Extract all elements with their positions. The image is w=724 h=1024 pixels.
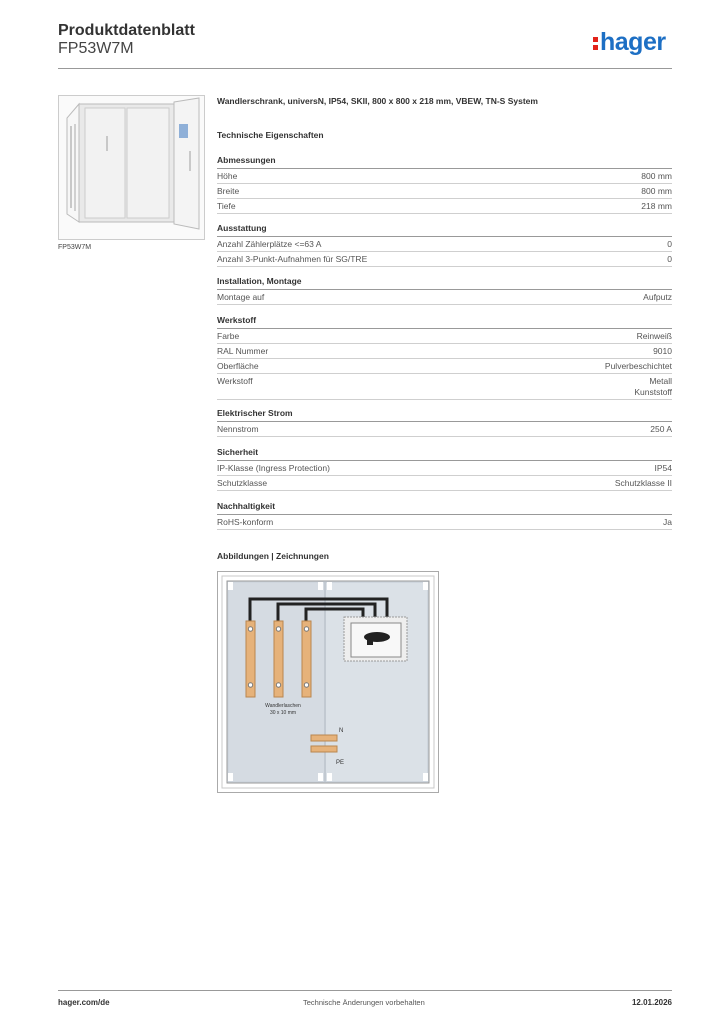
spec-value — [667, 239, 672, 250]
spec-value-line: 0 — [667, 238, 672, 249]
spec-label: Farbe — [217, 330, 240, 341]
technical-drawing — [217, 571, 439, 793]
section-title: Abmessungen — [217, 155, 672, 169]
label-pe: PE — [336, 760, 345, 766]
product-description: Wandlerschrank, universN, IP54, SKII, 800 x 800 x 218 mm, VBEW, TN-S System — [217, 96, 538, 106]
spec-row — [217, 184, 672, 199]
spec-value-line: 800 mm — [641, 170, 672, 181]
spec-label: Oberfläche — [217, 360, 259, 371]
spec-value-line: Ja — [663, 516, 672, 527]
spec-row — [217, 252, 672, 267]
footer-note: Technische Änderungen vorbehalten — [303, 998, 425, 1007]
spec-label: Höhe — [217, 170, 238, 181]
spec-value-line: Schutzklasse II — [614, 477, 672, 488]
spec-section — [217, 315, 672, 400]
spec-value — [643, 292, 672, 303]
spec-section — [217, 155, 672, 214]
spec-value — [667, 254, 672, 265]
label-bars: Wandlerlaschen — [265, 703, 301, 709]
spec-value-line: Metall — [649, 375, 672, 386]
spec-label: Nennstrom — [217, 423, 259, 434]
spec-value-line: 0 — [667, 253, 672, 264]
spec-row — [217, 476, 672, 491]
product-photo — [58, 95, 205, 240]
spec-row — [217, 344, 672, 359]
spec-section — [217, 447, 672, 491]
spec-label: RoHS-konform — [217, 516, 274, 527]
section-title: Nachhaltigkeit — [217, 501, 672, 515]
spec-value — [655, 463, 673, 474]
spec-label: Schutzklasse — [217, 477, 268, 488]
drawings-heading: Abbildungen | Zeichnungen — [217, 551, 329, 561]
spec-section — [217, 501, 672, 530]
spec-row — [217, 329, 672, 344]
spec-row — [217, 237, 672, 252]
cabinet-photo-icon — [59, 96, 204, 239]
spec-row — [217, 374, 672, 400]
spec-row — [217, 461, 672, 476]
spec-value-line: Reinweiß — [636, 330, 672, 341]
footer-website[interactable]: hager.com/de — [58, 998, 110, 1007]
section-title: Ausstattung — [217, 223, 672, 237]
page-title: Produktdatenblatt — [58, 22, 195, 39]
spec-section — [217, 408, 672, 437]
section-title: Werkstoff — [217, 315, 672, 329]
spec-row — [217, 422, 672, 437]
spec-value-line: Kunststoff — [634, 386, 672, 397]
section-title: Sicherheit — [217, 447, 672, 461]
spec-value-line: IP54 — [654, 462, 672, 473]
spec-row — [217, 199, 672, 214]
spec-label: RAL Nummer — [217, 345, 269, 356]
product-code: FP53W7M — [58, 40, 134, 57]
spec-value — [605, 361, 672, 372]
logo-dots-icon — [593, 34, 598, 53]
spec-value — [641, 186, 672, 197]
section-title: Elektrischer Strom — [217, 408, 672, 422]
spec-value-line: Aufputz — [643, 291, 672, 302]
spec-label: Breite — [217, 185, 240, 196]
footer-date: 12.01.2026 — [631, 998, 672, 1007]
spec-value-line: 218 mm — [641, 200, 672, 211]
spec-value-line: 250 A — [650, 423, 672, 434]
spec-row — [217, 515, 672, 530]
spec-label: Tiefe — [217, 200, 236, 211]
spec-section — [217, 276, 672, 305]
spec-value — [663, 517, 672, 528]
spec-label: Werkstoff — [217, 375, 253, 386]
spec-label: Anzahl 3-Punkt-Aufnahmen für SG/TRE — [217, 253, 368, 264]
spec-value — [641, 171, 672, 182]
technical-properties-heading: Technische Eigenschaften — [217, 130, 324, 140]
spec-value — [641, 201, 672, 212]
spec-value-line: 800 mm — [641, 185, 672, 196]
label-n: N — [339, 728, 344, 734]
spec-value — [634, 376, 672, 398]
spec-row — [217, 290, 672, 305]
spec-section — [217, 223, 672, 267]
spec-value-line: Pulverbeschichtet — [604, 360, 672, 371]
spec-value-line: 9010 — [653, 345, 672, 356]
spec-label: Montage auf — [217, 291, 265, 302]
logo-text: hager — [600, 28, 666, 56]
spec-value — [637, 331, 672, 342]
spec-label: IP-Klasse (Ingress Protection) — [217, 462, 330, 473]
spec-value — [615, 478, 672, 489]
photo-caption: FP53W7M — [58, 244, 92, 251]
hager-logo — [593, 28, 666, 57]
spec-row — [217, 169, 672, 184]
spec-label: Anzahl Zählerplätze <=63 A — [217, 238, 322, 249]
spec-row — [217, 359, 672, 374]
header-divider — [58, 68, 672, 69]
footer-divider — [58, 990, 672, 991]
section-title: Installation, Montage — [217, 276, 672, 290]
spec-value — [653, 346, 672, 357]
label-bar-size: 30 x 10 mm — [269, 710, 297, 716]
spec-value — [650, 424, 672, 435]
